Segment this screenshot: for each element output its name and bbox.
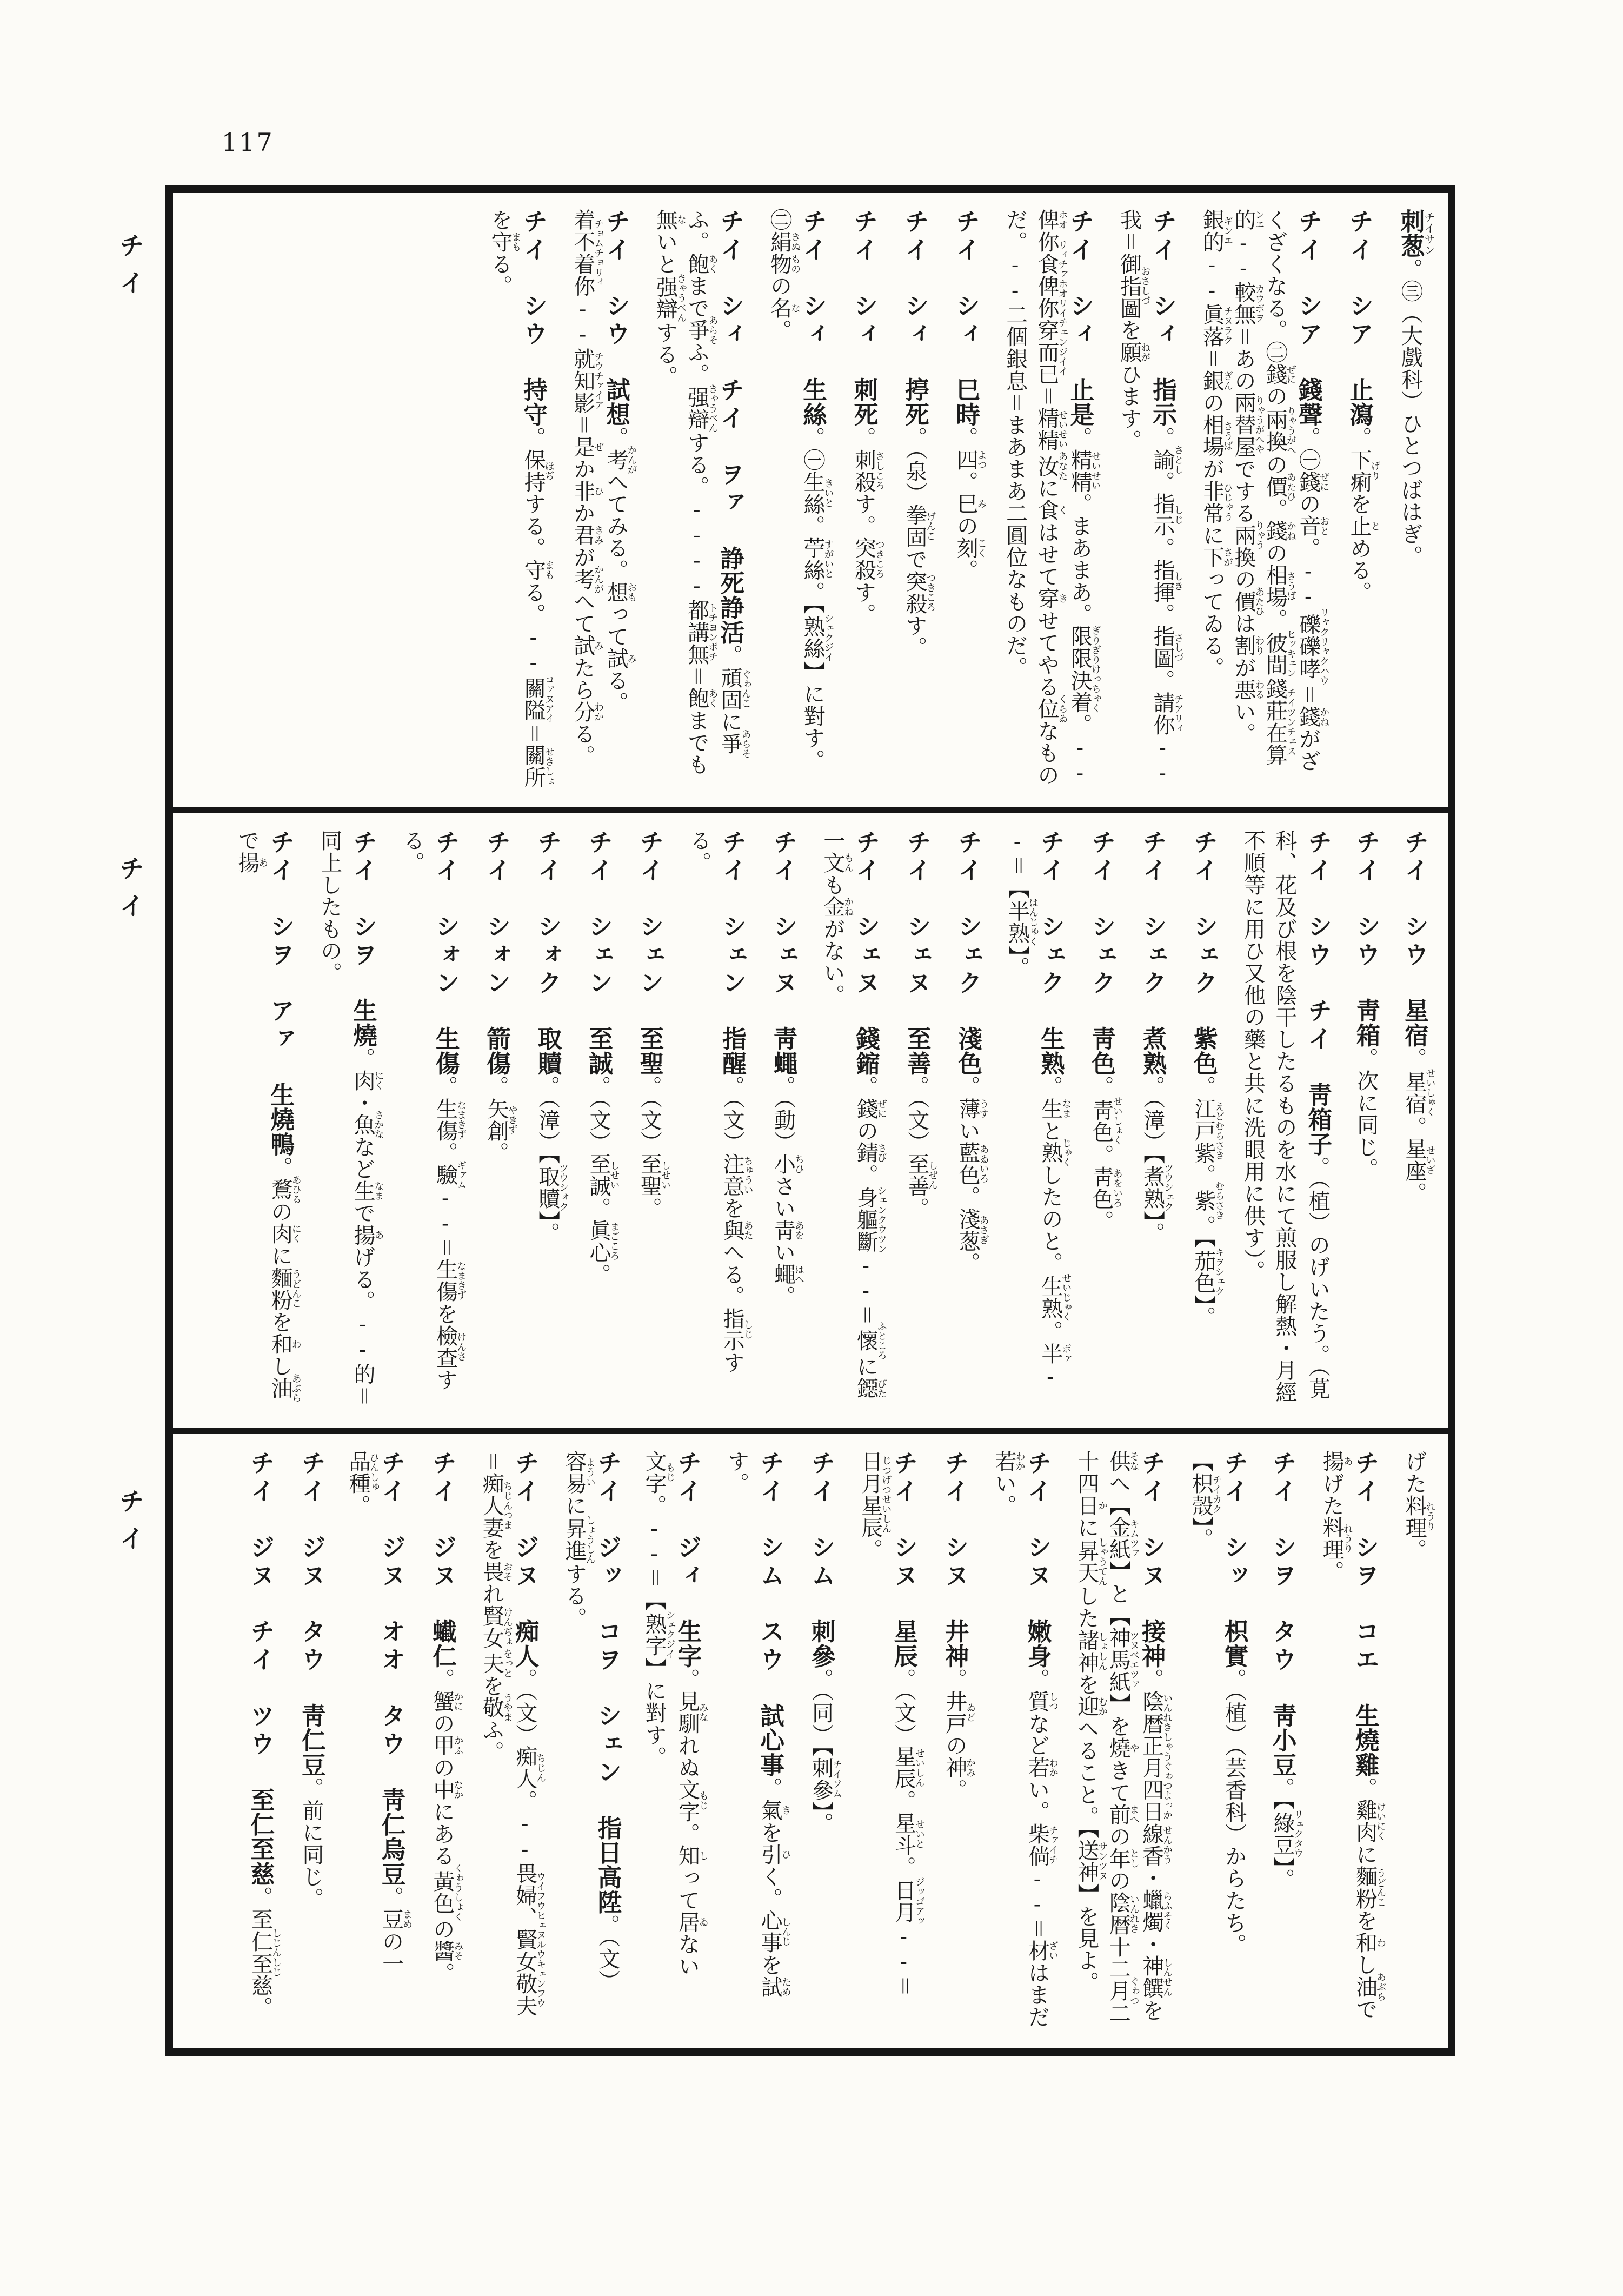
entry-pronunciation: チイ シヌ (889, 1450, 919, 1619)
dictionary-entry (950, 830, 988, 1411)
entry-pronunciation: チイ シェク (1036, 830, 1065, 1026)
entry-pronunciation: チイ シェン (718, 830, 747, 1026)
entry-headword: 取贖 (533, 1026, 562, 1076)
entry-definition: 。考かんがへてみる。想おもって試みる。着不着你チョムチョリィ--就知影チウチァイア＝是ぜか非ひか君きみが考かんがへて試みたら分わかる。 (570, 209, 637, 767)
entry-headword: 揨死 (900, 377, 929, 427)
entry-definition: 。（漳）【取贖ツウシォク】。 (535, 1075, 569, 1244)
dictionary-entry (766, 830, 803, 1411)
dictionary-entry (581, 830, 619, 1411)
dictionary-entry (899, 830, 937, 1411)
entry-definition: 。生なまと熟じゅくしたのと。生熟せいじゅく。半ポァ--＝【半熟はんじゅく】。 (1005, 830, 1072, 1390)
entry-pronunciation: チイ シア (1345, 209, 1374, 377)
entry-headword: 刺葱チイサン (1396, 209, 1435, 258)
entry-headword: 至誠 (584, 1026, 613, 1076)
entry-definition: 。保持ほぢする。守まもる。--關隘コァヌアイ＝關所せきしょを守まもる。 (487, 209, 555, 789)
dictionary-entry (479, 830, 517, 1411)
dictionary-entry (1237, 830, 1335, 1411)
entry-headword: 止瀉 (1345, 377, 1374, 427)
entry-pronunciation: チイ シヌ (940, 1450, 969, 1619)
entry-pronunciation: チイ ジヌ オオ タウ (377, 1450, 406, 1788)
entry-pronunciation: チイ シヲ タウ (1268, 1450, 1297, 1703)
entry-definition: 。豆まめの一品種ひんしゅ。 (345, 1450, 413, 1975)
entry-headword: 生燒雞 (1351, 1703, 1380, 1777)
entry-pronunciation: チイ シィ (799, 209, 828, 377)
entry-headword: 靑蠅 (769, 1026, 798, 1076)
dictionary-entry (396, 830, 466, 1411)
entry-pronunciation: チイ シィ (952, 209, 981, 377)
entry-headword: 錢聲 (1294, 377, 1323, 427)
dictionary-entry (897, 209, 935, 791)
dictionary-entry (1070, 1450, 1172, 2032)
dictionary-entry (763, 209, 833, 791)
entry-definition: 。（文）痴人ちじん。--畏婦、賢女敬夫ウイフウヒェヌルウキェンフウ＝痴人妻ちじんつまを畏おそれ賢女けんぢょ夫をっとを敬うやまふ。 (479, 1450, 547, 2017)
entry-pronunciation: チイ ジヌ チイ ツウ (246, 1450, 275, 1788)
dictionary-entry (1342, 209, 1380, 791)
entry-headword: 生傷 (431, 1026, 460, 1076)
dictionary-entry (476, 1450, 546, 2032)
entry-headword: 試心事 (756, 1703, 785, 1777)
dictionary-entry (1185, 1450, 1252, 2032)
dictionary-entry (1393, 209, 1435, 791)
dictionary-entry (558, 1450, 626, 2032)
entry-pronunciation: チイ シム (807, 1450, 836, 1619)
margin-label-top: チイ (116, 233, 145, 307)
entry-headword: 生燒鴨 (266, 1082, 295, 1157)
entry-definition: 。（文）至誠しせい。眞心まごころ。 (586, 1075, 620, 1286)
entry-definition: 。（植）のげいたう。（莧科、花及び根を陰干したるものを水にて煎服し解熱・月經不順等に用ひ又他の藥と共に洗眼用に供す）。 (1240, 830, 1331, 1403)
entry-definition: 。鶩あひるの肉にくに麵粉うどんこを和わし油あぶらで揚あ (234, 830, 302, 1403)
dictionary-entry (1113, 209, 1183, 791)
entry-definition: 。肉にく・魚さかななど生なまで揚あげる。--的＝同上したもの。 (317, 830, 384, 1407)
dictionary-entry (638, 1450, 708, 2032)
entry-definition: 。矢創やきず。 (484, 1075, 518, 1164)
entry-headword: 生字 (673, 1618, 702, 1669)
entry-headword: 生絲 (799, 377, 828, 427)
entry-pronunciation: チイ シェク (1087, 830, 1116, 1026)
entry-pronunciation: チイ シヌ (1137, 1450, 1166, 1619)
dictionary-entry (231, 830, 301, 1411)
entry-pronunciation: チイ シィ (849, 209, 879, 377)
dictionary-entry (425, 1450, 463, 2032)
dictionary-entry (683, 830, 753, 1411)
entry-definition: 。生傷なまきず。驗ギァム--＝生傷なまきずを檢查けんさする。 (400, 830, 467, 1391)
entry-headword: 蠘仁 (428, 1618, 457, 1669)
dictionary-entry (999, 209, 1100, 791)
entry-headword: 靑仁烏豆 (377, 1787, 406, 1887)
entry-pronunciation: チイ シェン (584, 830, 613, 1026)
entry-headword: 星宿 (1400, 998, 1429, 1048)
entry-headword: 箭傷 (482, 1026, 511, 1076)
dictionary-entry (294, 1450, 329, 2032)
entry-headword: 靑箱 (1352, 998, 1381, 1048)
entry-definition: 。見馴みなれぬ文字もじ。知しって居ゐない文字もじ。--＝【熟字シェクジイ】に對す。 (641, 1450, 709, 1978)
entry-pronunciation: チイ ジヌ (428, 1450, 457, 1619)
band-divider-1 (173, 807, 1448, 813)
entry-headword: 接神 (1137, 1618, 1166, 1669)
entry-pronunciation: チイ シア (1294, 209, 1323, 377)
entry-headword: 痴人 (510, 1618, 540, 1669)
entry-headword: 諍死諍活 (716, 546, 745, 645)
entry-pronunciation: チイ シィ (900, 209, 929, 377)
margin-label-bottom: チイ (116, 1488, 145, 1563)
dictionary-entry (567, 209, 636, 791)
entry-headword: 靑仁豆 (297, 1703, 326, 1777)
dictionary-entry (937, 1450, 975, 2032)
entry-pronunciation: チイ シェヌ (769, 830, 798, 1026)
dictionary-entry (721, 1450, 790, 2032)
entry-pronunciation: チイ シェク (954, 830, 983, 1026)
entry-definition: 。頑固ぐゎんこに爭あらそふ。飽あくまで爭あらそふ。强辯きゃうべんする。----都講無トチヨンボチ＝飽あくまでも無ないと强辯きゃうべんする。 (653, 209, 751, 776)
dictionary-entry (948, 209, 986, 791)
entry-pronunciation: チイ シェク (1138, 830, 1167, 1026)
entry-definition: 。（文）星辰せいしん。星斗せいと。日月ジッゴアッ--＝日月星辰じつげつせいしん。 (857, 1450, 925, 1998)
entry-headword: 刺死 (849, 377, 879, 427)
margin-label-middle: チイ (116, 855, 145, 930)
entry-definition: 。前に同じ。 (298, 1777, 324, 1910)
dictionary-entry (1196, 209, 1329, 791)
entry-headword: 井神 (940, 1618, 969, 1669)
entry-pronunciation: チイ シウ チイ (1303, 830, 1333, 1083)
dictionary-entry (846, 209, 884, 791)
entry-pronunciation: チイ シウ (1352, 830, 1381, 998)
entry-pronunciation: チイ シヲ (349, 830, 378, 998)
entry-definition: 。（文）注意ちゅういを與あたへる。指示しじする。 (686, 830, 754, 1374)
entry-headword: 靑色 (1087, 1026, 1116, 1076)
entry-definition: 。次に同じ。 (1353, 1047, 1379, 1180)
entry-pronunciation: チイ シッ (1220, 1450, 1249, 1619)
entry-headword: 試想 (602, 377, 631, 427)
entry-headword: 至聖 (635, 1026, 664, 1076)
entry-headword: 持守 (519, 377, 548, 427)
entry-pronunciation: チイ シヲ アァ (266, 830, 295, 1083)
dictionary-entry (1135, 830, 1173, 1411)
dictionary-entry (314, 830, 383, 1411)
entry-definition: 。陰暦正月四日いんれきしゃうぐゎつよっか線香せんかう・蠟燭らふそく・神饌しんせんを供そなへ【金紙キムツァ】と【神馬紙ツヌベエツァ】を燒やきて前まへの年としの陰暦いんれき十二月ぐゎつ二十四日かに昇天しゃうてんした諸神しょしんを迎むかへること。【送神サンツヌ】を見よ。 (1074, 1450, 1173, 2024)
page-frame (165, 185, 1455, 2056)
entry-headword: 淺色 (954, 1026, 983, 1076)
entry-headword: 止是 (1066, 377, 1095, 427)
entry-definition: 。（泉）拳固げんこで突殺つきころす。 (902, 427, 936, 659)
dictionary-entry (1397, 830, 1435, 1411)
dictionary-entry (1186, 830, 1224, 1411)
entry-headword: 靑小豆 (1268, 1703, 1297, 1777)
entry-headword: 星辰 (889, 1618, 919, 1669)
entry-pronunciation: チイ シェヌ (852, 830, 881, 1026)
entry-pronunciation: チイ シェク (1189, 830, 1219, 1026)
entry-definition: 。靑色せいしょく。靑色あをいろ。 (1089, 1075, 1123, 1232)
dictionary-entry (1316, 1450, 1386, 2032)
entry-definition: 。㊀錢ぜにの音おと。--礫礫哮リャクリャクハウ＝錢かねがざくざくなる。㊁錢ぜにの兩換りゃうがへの價あたひ。錢かねの相場さうば。彼間ヒッキェン錢莊在算的チイツンチェスンエ--較無カウボヲ＝あの兩替屋りゃうがへやでする兩りゃう換の價あたひは割わりが悪わるい。銀的ギンエ--眞落チヌラク＝銀ぎんの相場さうばが非常ひじゃうに下さがってゐる。 (1199, 209, 1330, 772)
entry-headword: 枳實 (1220, 1618, 1249, 1669)
entry-pronunciation: チイ シォン (482, 830, 511, 1026)
entry-headword: 生熟 (1036, 1026, 1065, 1076)
entry-definition: 。（文）至善しぜん。 (904, 1075, 939, 1219)
band-divider-2 (173, 1428, 1448, 1434)
entry-pronunciation: チイ ジヌ (510, 1450, 540, 1619)
dictionary-entry (243, 1450, 281, 2032)
entry-definition: げた料理れうり。 (1402, 1450, 1436, 1561)
entry-headword: 靑箱子 (1303, 1082, 1333, 1157)
dictionary-entry (803, 1450, 841, 2032)
entry-pronunciation: チイ シィ チイ ヲァ (716, 209, 745, 546)
dictionary-entry (342, 1450, 412, 2032)
entry-definition: 。刺殺さしころす。突殺つきころす。 (851, 427, 885, 626)
entry-headword: 至善 (902, 1026, 932, 1076)
dictionary-entry (855, 1450, 924, 2032)
entry-definition: 。下痢げりを止とめる。 (1347, 427, 1381, 603)
entry-pronunciation: チイ ジッ コヲ シェン (593, 1450, 622, 1816)
entry-definition: 。雞肉けいにくに麵粉うどんこを和わし油あぶらで揚あげた料理れうり。 (1319, 1450, 1387, 2020)
entry-definition: 。（文）容易よういに昇進しょうしんする。 (562, 1450, 620, 1992)
entry-pronunciation: チイ ジィ (673, 1450, 702, 1619)
entry-headword: 巳時 (952, 377, 981, 427)
entry-pronunciation: チイ シヲ コエ (1351, 1450, 1380, 1703)
entry-headword: 指醒 (718, 1026, 747, 1076)
entry-definition: 。四よつ。巳みの刻こく。 (953, 427, 987, 581)
entry-definition: 。精精せいせい。まあまあ。限限決着ぎりぎりけっちゃく。--俾ホオ你食俾你穿而已リィチァホオリイチェンジイイ＝精精せいせい汝あなたに食くはせて穿きせてやる位くらゐなものだ。--二個銀息＝まあまあ二圓位なものだ。 (1002, 209, 1101, 786)
dictionary-entry (817, 830, 887, 1411)
entry-definition: 。（植）（芸香科）からたち。【枳殼チイカク】。 (1188, 1450, 1247, 1956)
dictionary-entry (632, 830, 670, 1411)
entry-pronunciation: チイ シウ (602, 209, 631, 377)
entry-definition: 。氣きを引ひく。心事しんじを試ためす。 (724, 1450, 791, 1998)
dictionary-entry (1084, 830, 1122, 1411)
band-middle (173, 813, 1448, 1428)
entry-definition: 。（同）【刺參チイソム】。 (808, 1668, 843, 1835)
entry-headword: 指日高陞 (593, 1815, 622, 1914)
entry-definition: 。㊂（大戲科）ひとつばはぎ。 (1398, 258, 1423, 567)
entry-headword: 至仁至慈 (246, 1787, 275, 1887)
entry-headword: 指示 (1148, 377, 1178, 427)
page-number: 117 (222, 128, 274, 157)
entry-definition: 。江戸紫えどむらさき。紫むらさき。【茄色キヲシェク】。 (1191, 1075, 1225, 1329)
entry-definition: 。井戸ゐどの神かみ。 (942, 1668, 976, 1801)
dictionary-entry (649, 209, 750, 791)
entry-definition: 。㊀生絲きいと。苧絲すがいと。【熟絲シェクジイ】に對す。㊁絹きぬ物ものの名な。 (767, 209, 834, 772)
entry-definition: 。諭さとし。指示しじ。指揮しき。指圖さしづ。請你チアリィ--我＝御指圖おさしづを願ねがひます。 (1116, 209, 1184, 786)
entry-pronunciation: チイ シェヌ (902, 830, 932, 1026)
entry-headword: 紫色 (1189, 1026, 1219, 1076)
entry-pronunciation: チイ シォク (533, 830, 562, 1026)
entry-definition: 。（漳）【煮熟ツウシェク】。 (1140, 1075, 1174, 1244)
dictionary-entry (484, 209, 554, 791)
entry-pronunciation: チイ シォン (431, 830, 460, 1026)
entry-headword: 煮熟 (1138, 1026, 1167, 1076)
entry-definition: 。薄うすい藍色あゐいろ。淺葱あさぎ。 (955, 1075, 989, 1275)
band-bottom (173, 1434, 1448, 2048)
entry-pronunciation: チイ シウ (519, 209, 548, 377)
entry-definition: 。（文）至聖しせい。 (637, 1075, 671, 1219)
dictionary-entry (1001, 830, 1071, 1411)
entry-definition: 。至仁至慈しじんしじ。 (248, 1886, 282, 2019)
dictionary-entry (1399, 1450, 1435, 2032)
dictionary-entry (1265, 1450, 1302, 2032)
entry-pronunciation: チイ シェン (635, 830, 664, 1026)
entry-definition: 。【綠豆リェクタウ】。 (1269, 1777, 1304, 1890)
dictionary-entry (1348, 830, 1383, 1411)
entry-headword: 生燒 (349, 998, 378, 1048)
entry-pronunciation: チイ シィ (1148, 209, 1178, 377)
entry-headword: 嫩身 (1023, 1618, 1052, 1669)
entry-headword: 錢鏥 (852, 1026, 881, 1076)
entry-definition: 。錢ぜにの錆さび。身軀斷シェンクウツン--＝懷ふところに鐚びた一文もんも金かねがない。 (820, 830, 887, 1399)
entry-pronunciation: チイ シィ (1066, 209, 1095, 377)
entry-definition: 。蟹かにの甲かふの中なかにある黃色くゎうしょくの醬みそ。 (430, 1668, 464, 1985)
entry-headword: 刺參 (807, 1618, 836, 1669)
entry-pronunciation: チイ ジヌ タウ (297, 1450, 326, 1703)
entry-definition: 。（動）小ちひさい靑あをい蠅はへ。 (770, 1075, 805, 1308)
entry-pronunciation: チイ シム スウ (756, 1450, 785, 1703)
dictionary-entry (530, 830, 568, 1411)
entry-pronunciation: チイ シウ (1400, 830, 1429, 998)
entry-pronunciation: チイ シヌ (1023, 1450, 1052, 1619)
dictionary-entry (988, 1450, 1058, 2032)
entry-definition: 。質しつなど若わかい。柴倘チァイチ--＝材ざいはまだ若わかい。 (992, 1450, 1059, 2028)
band-top (173, 193, 1448, 807)
entry-definition: 。星宿せいしゅく。星座せいざ。 (1402, 1047, 1436, 1204)
